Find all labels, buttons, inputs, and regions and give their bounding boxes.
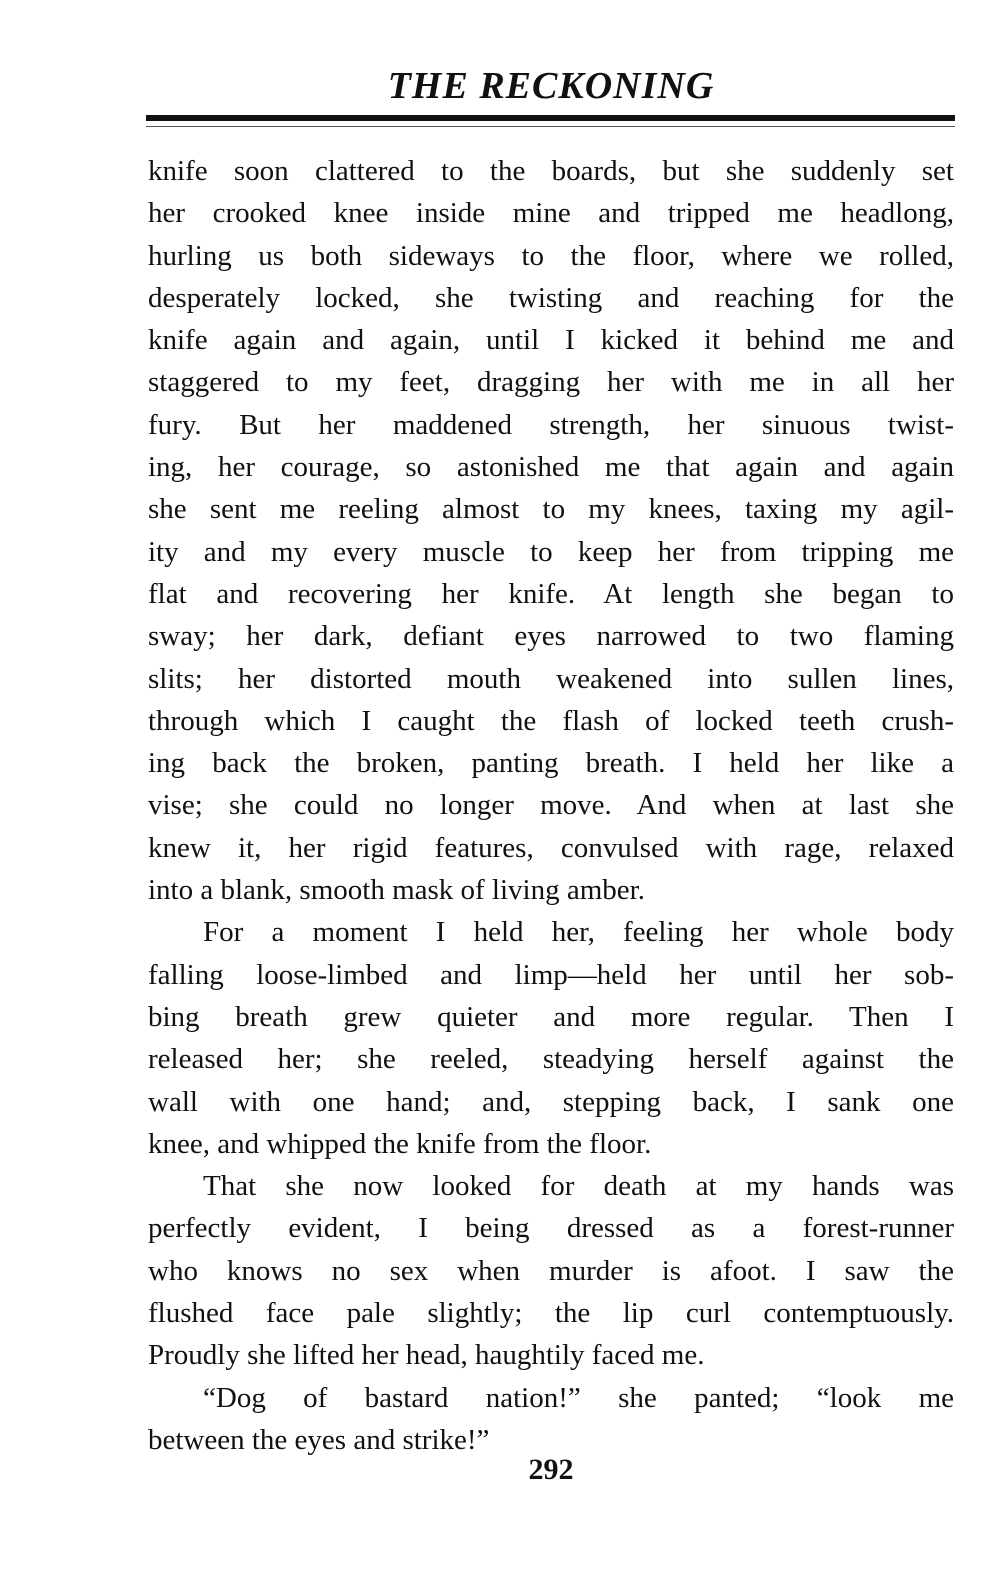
text-line: released her; she reeled, steadying herself against the bbox=[148, 1043, 954, 1076]
paragraph-start-line: For a moment I held her, feeling her whole body bbox=[203, 916, 954, 949]
text-line: wall with one hand; and, stepping back, I sank one bbox=[148, 1085, 954, 1118]
header-rule-thick bbox=[146, 115, 955, 121]
text-line: Proudly she lifted her head, haughtily faced me. bbox=[148, 1339, 705, 1372]
text-line: into a blank, smooth mask of living amber. bbox=[148, 874, 645, 907]
text-line: staggered to my feet, dragging her with me in all her bbox=[148, 366, 954, 399]
body-text bbox=[148, 150, 954, 1461]
running-title: THE RECKONING bbox=[387, 65, 715, 107]
text-line: fury. But her maddened strength, her sinuous twist- bbox=[148, 408, 954, 441]
text-line: knife soon clattered to the boards, but she suddenly set bbox=[148, 155, 954, 187]
text-line: sway; her dark, defiant eyes narrowed to two flaming bbox=[148, 620, 954, 653]
text-line: who knows no sex when murder is afoot. I saw the bbox=[148, 1254, 954, 1287]
text-line: flushed face pale slightly; the lip curl contemptuously. bbox=[148, 1297, 954, 1330]
text-line: knew it, her rigid features, convulsed with rage, relaxed bbox=[148, 831, 954, 864]
text-line: knife again and again, until I kicked it behind me and bbox=[148, 324, 954, 357]
text-line: perfectly evident, I being dressed as a forest-runner bbox=[148, 1212, 954, 1245]
text-line: slits; her distorted mouth weakened into sullen lines, bbox=[148, 662, 954, 695]
text-line: through which I caught the flash of locked teeth crush- bbox=[148, 704, 954, 737]
paragraph-start-line: That she now looked for death at my hands was bbox=[203, 1170, 954, 1203]
text-line: ity and my every muscle to keep her from tripping me bbox=[148, 535, 954, 568]
text-line: flat and recovering her knife. At length she began to bbox=[148, 577, 954, 610]
text-line: her crooked knee inside mine and tripped me headlong, bbox=[148, 197, 954, 230]
text-line: ing, her courage, so astonished me that again and again bbox=[148, 451, 954, 484]
text-line: she sent me reeling almost to my knees, taxing my agil- bbox=[148, 493, 954, 526]
text-line: desperately locked, she twisting and reaching for the bbox=[148, 281, 954, 314]
header-rule-thin bbox=[146, 126, 955, 127]
text-line: hurling us both sideways to the floor, where we rolled, bbox=[148, 239, 954, 272]
text-line: bing breath grew quieter and more regular. Then I bbox=[148, 1000, 954, 1033]
page-number: 292 bbox=[528, 1453, 574, 1486]
text-line: between the eyes and strike!” bbox=[148, 1423, 490, 1456]
text-line: vise; she could no longer move. And when at last she bbox=[148, 789, 954, 822]
text-line: falling loose-limbed and limp—held her until her sob- bbox=[148, 958, 954, 991]
text-line: knee, and whipped the knife from the floor. bbox=[148, 1127, 652, 1160]
paragraph-start-line: “Dog of bastard nation!” she panted; “look me bbox=[203, 1381, 954, 1414]
text-line: ing back the broken, panting breath. I held her like a bbox=[148, 747, 954, 780]
